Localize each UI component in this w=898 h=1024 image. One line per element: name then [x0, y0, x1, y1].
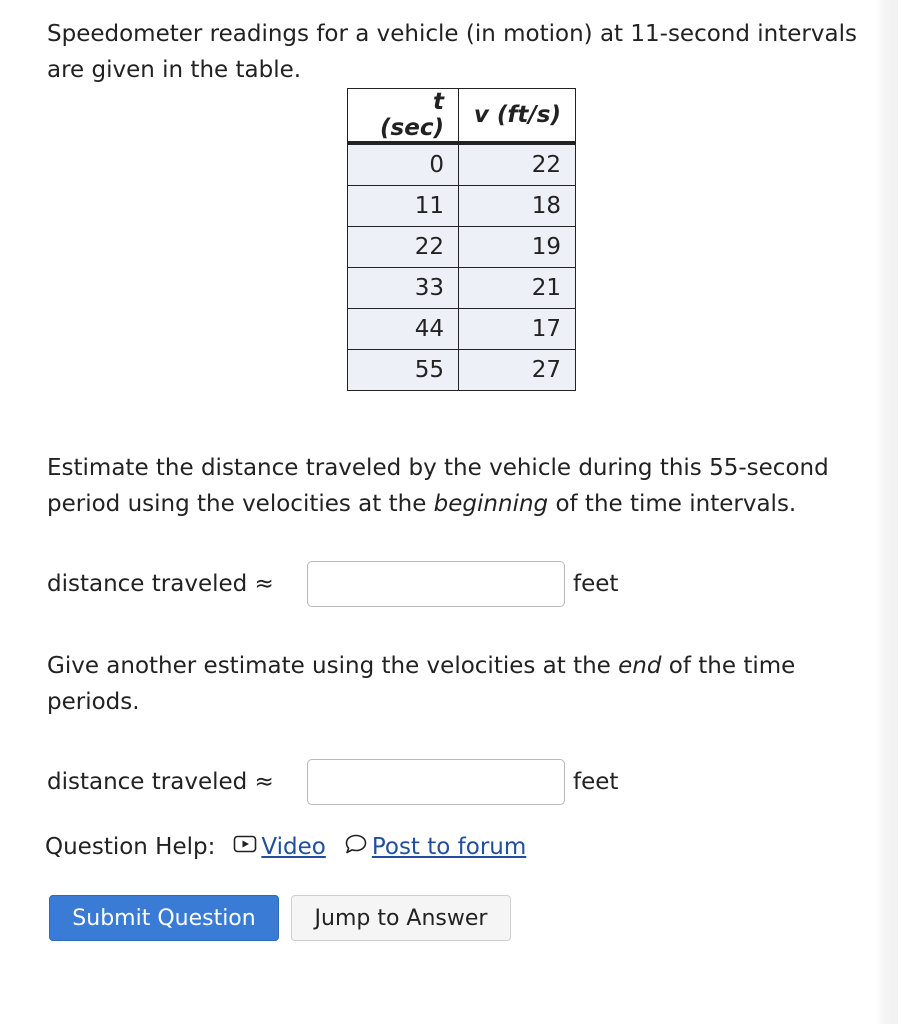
speedometer-table [347, 88, 576, 391]
time-cell: 11 [348, 186, 459, 227]
time-cell: 55 [348, 350, 459, 391]
time-cell: 22 [348, 227, 459, 268]
question-end-text: Give another estimate using the velocities at the end of the time periods. [47, 653, 796, 715]
post-to-forum-link[interactable] [344, 833, 526, 861]
velocity-cell: 27 [459, 350, 576, 391]
jump-to-answer-button[interactable]: Jump to Answer [291, 895, 511, 941]
answer-row-end [47, 757, 618, 807]
velocity-cell: 19 [459, 227, 576, 268]
table-row [348, 186, 576, 227]
distance-label: distance traveled ≈ [47, 769, 274, 795]
action-buttons [49, 895, 511, 941]
time-cell: 0 [348, 143, 459, 186]
distance-end-input[interactable] [307, 759, 565, 805]
time-cell: 33 [348, 268, 459, 309]
video-link-label: Video [261, 834, 326, 860]
question-beginning-text: Estimate the distance traveled by the vehicle during this 55-second period using the velocities at the beginning of the time intervals. [47, 455, 829, 517]
table-row [348, 350, 576, 391]
speedometer-table-wrapper [347, 88, 576, 391]
video-link[interactable] [233, 834, 325, 860]
speech-bubble-icon [344, 833, 368, 861]
velocity-cell: 17 [459, 309, 576, 350]
time-cell: 44 [348, 309, 459, 350]
table-row [348, 309, 576, 350]
table-header-row [348, 89, 576, 144]
emphasis-end: end [618, 653, 662, 679]
emphasis-beginning: beginning [433, 491, 549, 517]
table-row [348, 227, 576, 268]
answer-row-beginning [47, 559, 618, 609]
velocity-cell: 18 [459, 186, 576, 227]
intro-text: Speedometer readings for a vehicle (in motion) at 11-second intervals are given in the table. [47, 21, 857, 83]
velocity-cell: 22 [459, 143, 576, 186]
distance-beginning-input[interactable] [307, 561, 565, 607]
header-time: t (sec) [348, 89, 459, 144]
feet-unit-label: feet [573, 769, 619, 795]
feet-unit-label: feet [573, 571, 619, 597]
table-row [348, 143, 576, 186]
question-help-label: Question Help: [45, 834, 216, 860]
velocity-cell: 21 [459, 268, 576, 309]
page-edge-shadow [876, 0, 898, 1024]
submit-question-button[interactable]: Submit Question [49, 895, 279, 941]
table-row [348, 268, 576, 309]
distance-label: distance traveled ≈ [47, 571, 274, 597]
question-help [45, 833, 526, 861]
header-velocity: v (ft/s) [459, 89, 576, 144]
post-to-forum-label: Post to forum [371, 834, 527, 860]
video-icon [233, 834, 257, 860]
